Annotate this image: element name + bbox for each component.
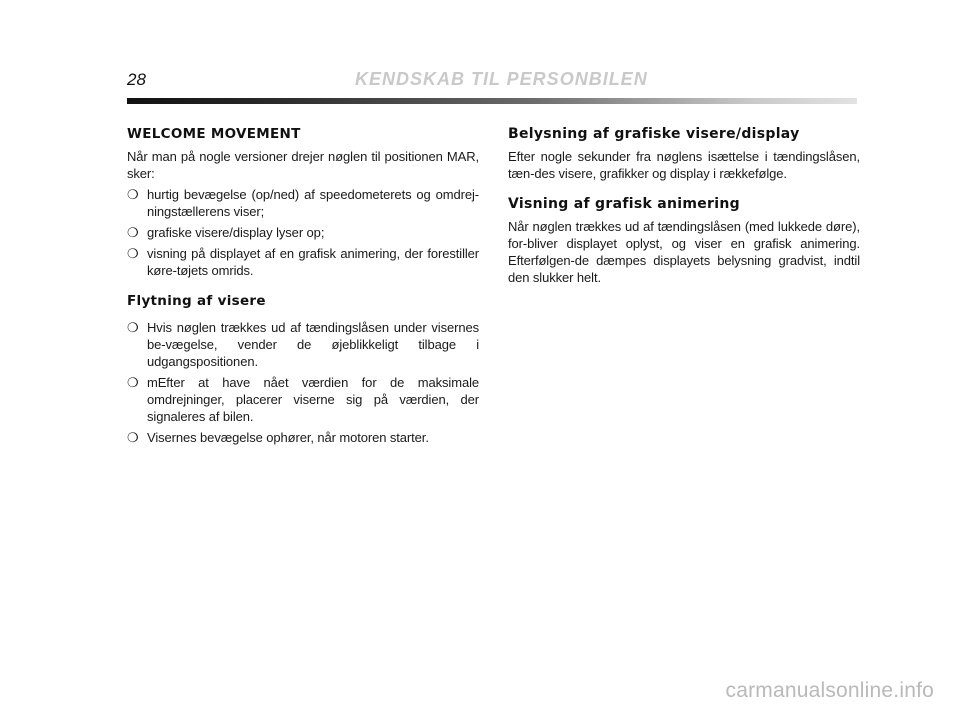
list-item — [127, 374, 479, 425]
section-heading-welcome-movement: WELCOME MOVEMENT — [127, 126, 301, 142]
list-item — [127, 429, 479, 446]
right-column — [508, 126, 860, 290]
running-title: KENDSKAB TIL PERSONBILEN — [355, 69, 648, 89]
circle-bullet-icon: ❍ — [127, 375, 139, 390]
list-item-text: hurtig bevægelse (op/ned) af speedometerets og omdrej-ningstællerens viser; — [147, 187, 479, 219]
list-item-text: visning på displayet af en grafisk animering, der forestiller køre-tøjets omrids. — [147, 246, 479, 278]
page-number: 28 — [127, 70, 146, 89]
list-item-text: Hvis nøglen trækkes ud af tændingslåsen under visernes be-vægelse, vender de øjeblikkeligt tilbage i udgangspositionen. — [147, 320, 479, 369]
circle-bullet-icon: ❍ — [127, 430, 139, 445]
section-heading-flytning: Flytning af visere — [127, 293, 266, 309]
circle-bullet-icon: ❍ — [127, 187, 139, 202]
intro-paragraph: Når man på nogle versioner drejer nøglen til positionen MAR, sker: — [127, 149, 479, 181]
circle-bullet-icon: ❍ — [127, 225, 139, 240]
list-item — [127, 319, 479, 370]
list-item — [127, 245, 479, 279]
belysning-paragraph: Efter nogle sekunder fra nøglens isættelse i tændingslåsen, tæn-des visere, grafikker og display i rækkefølge. — [508, 149, 860, 181]
circle-bullet-icon: ❍ — [127, 320, 139, 335]
circle-bullet-icon: ❍ — [127, 246, 139, 261]
header-rule — [127, 98, 857, 104]
section-heading-belysning: Belysning af grafiske visere/display — [508, 126, 800, 142]
section-heading-visning: Visning af grafisk animering — [508, 196, 740, 212]
watermark: carmanualsonline.info — [725, 679, 934, 702]
list-item-text: grafiske visere/display lyser op; — [147, 225, 325, 240]
list-item-text: Visernes bevægelse ophører, når motoren starter. — [147, 430, 429, 445]
list-item-text: mEfter at have nået værdien for de maksimale omdrejninger, placerer viserne sig på værdien, der signaleres af bilen. — [147, 375, 479, 424]
list-item — [127, 224, 479, 241]
list-item — [127, 186, 479, 220]
left-column — [127, 126, 479, 450]
visning-paragraph: Når nøglen trækkes ud af tændingslåsen (med lukkede døre), for-bliver displayet oplyst, og viser en grafisk animering. Efterfølgen-de dæmpes displayets belysning gradvist, indtil den slukker helt. — [508, 219, 860, 285]
